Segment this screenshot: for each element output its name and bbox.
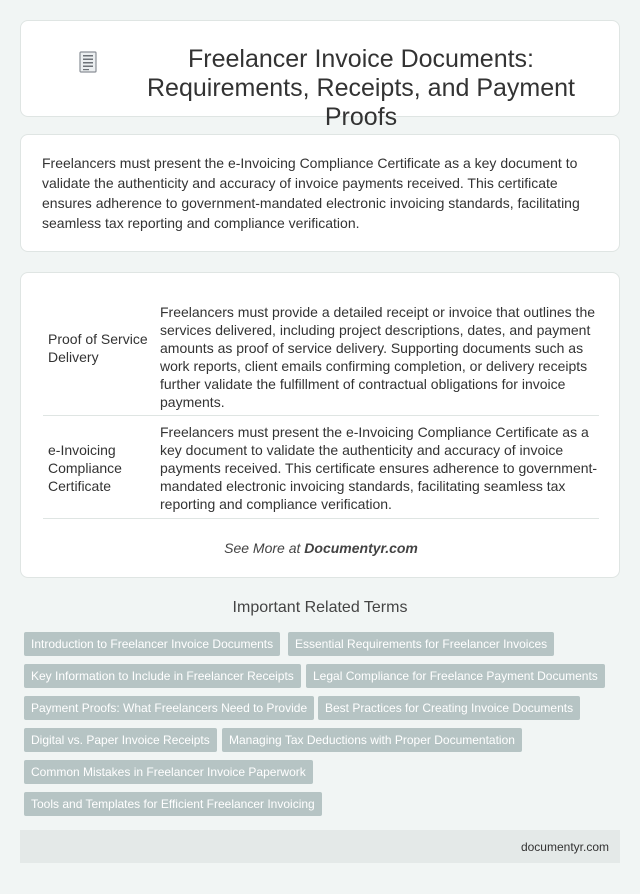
row-divider [43, 518, 599, 519]
document-icon [79, 51, 97, 73]
header-card [20, 20, 620, 131]
intro-text: Freelancers must present the e-Invoicing Compliance Certificate as a key document to validate the authenticity and accuracy of invoice payments received. This certificate ensures adherence to government-mandated electronic invoicing standards, facilitating seamless tax reporting and compliance verification. [42, 155, 580, 231]
table-row-term: Proof of Service Delivery [48, 331, 148, 365]
related-tag[interactable]: Tools and Templates for Efficient Freelancer Invoicing [24, 792, 322, 816]
related-tag[interactable]: Payment Proofs: What Freelancers Need to Provide [24, 696, 314, 720]
related-tag[interactable]: Legal Compliance for Freelance Payment Documents [306, 664, 605, 688]
page-title: Freelancer Invoice Documents: Requirements, Receipts, and Payment Proofs [147, 45, 575, 131]
related-tag[interactable]: Common Mistakes in Freelancer Invoice Paperwork [24, 760, 313, 784]
table-row-description: Freelancers must present the e-Invoicing Compliance Certificate as a key document to validate the authenticity and accuracy of invoice payments received. This certificate ensures adherence to government-mandated electronic invoicing standards, facilitating seamless tax reporting and compliance verification. [160, 424, 598, 512]
intro-card [20, 134, 620, 252]
table-row-term: e-Invoicing Compliance Certificate [48, 442, 122, 494]
related-tag[interactable]: Managing Tax Deductions with Proper Documentation [222, 728, 522, 752]
row-divider [43, 415, 599, 416]
see-more-prefix: See More at [224, 540, 305, 556]
related-tag[interactable]: Best Practices for Creating Invoice Documents [318, 696, 580, 720]
related-tag[interactable]: Essential Requirements for Freelancer Invoices [288, 632, 554, 656]
related-tag[interactable]: Key Information to Include in Freelancer Receipts [24, 664, 301, 688]
table-row-description: Freelancers must provide a detailed receipt or invoice that outlines the services delivered, including project descriptions, dates, and payment amounts as proof of service delivery. Supporting documents such as work reports, client emails confirming completion, or delivery receipts further validate the fulfillment of contractual obligations for invoice payments. [160, 304, 596, 410]
related-terms-title: Important Related Terms [232, 599, 408, 616]
footer-site-link[interactable]: documentyr.com [520, 840, 609, 854]
related-tag[interactable]: Digital vs. Paper Invoice Receipts [24, 728, 217, 752]
footer [20, 830, 620, 863]
see-more-link[interactable] [21, 540, 621, 556]
see-more-site[interactable]: Documentyr.com [304, 540, 418, 556]
definitions-table [20, 272, 620, 578]
related-tag[interactable]: Introduction to Freelancer Invoice Documents [24, 632, 280, 656]
